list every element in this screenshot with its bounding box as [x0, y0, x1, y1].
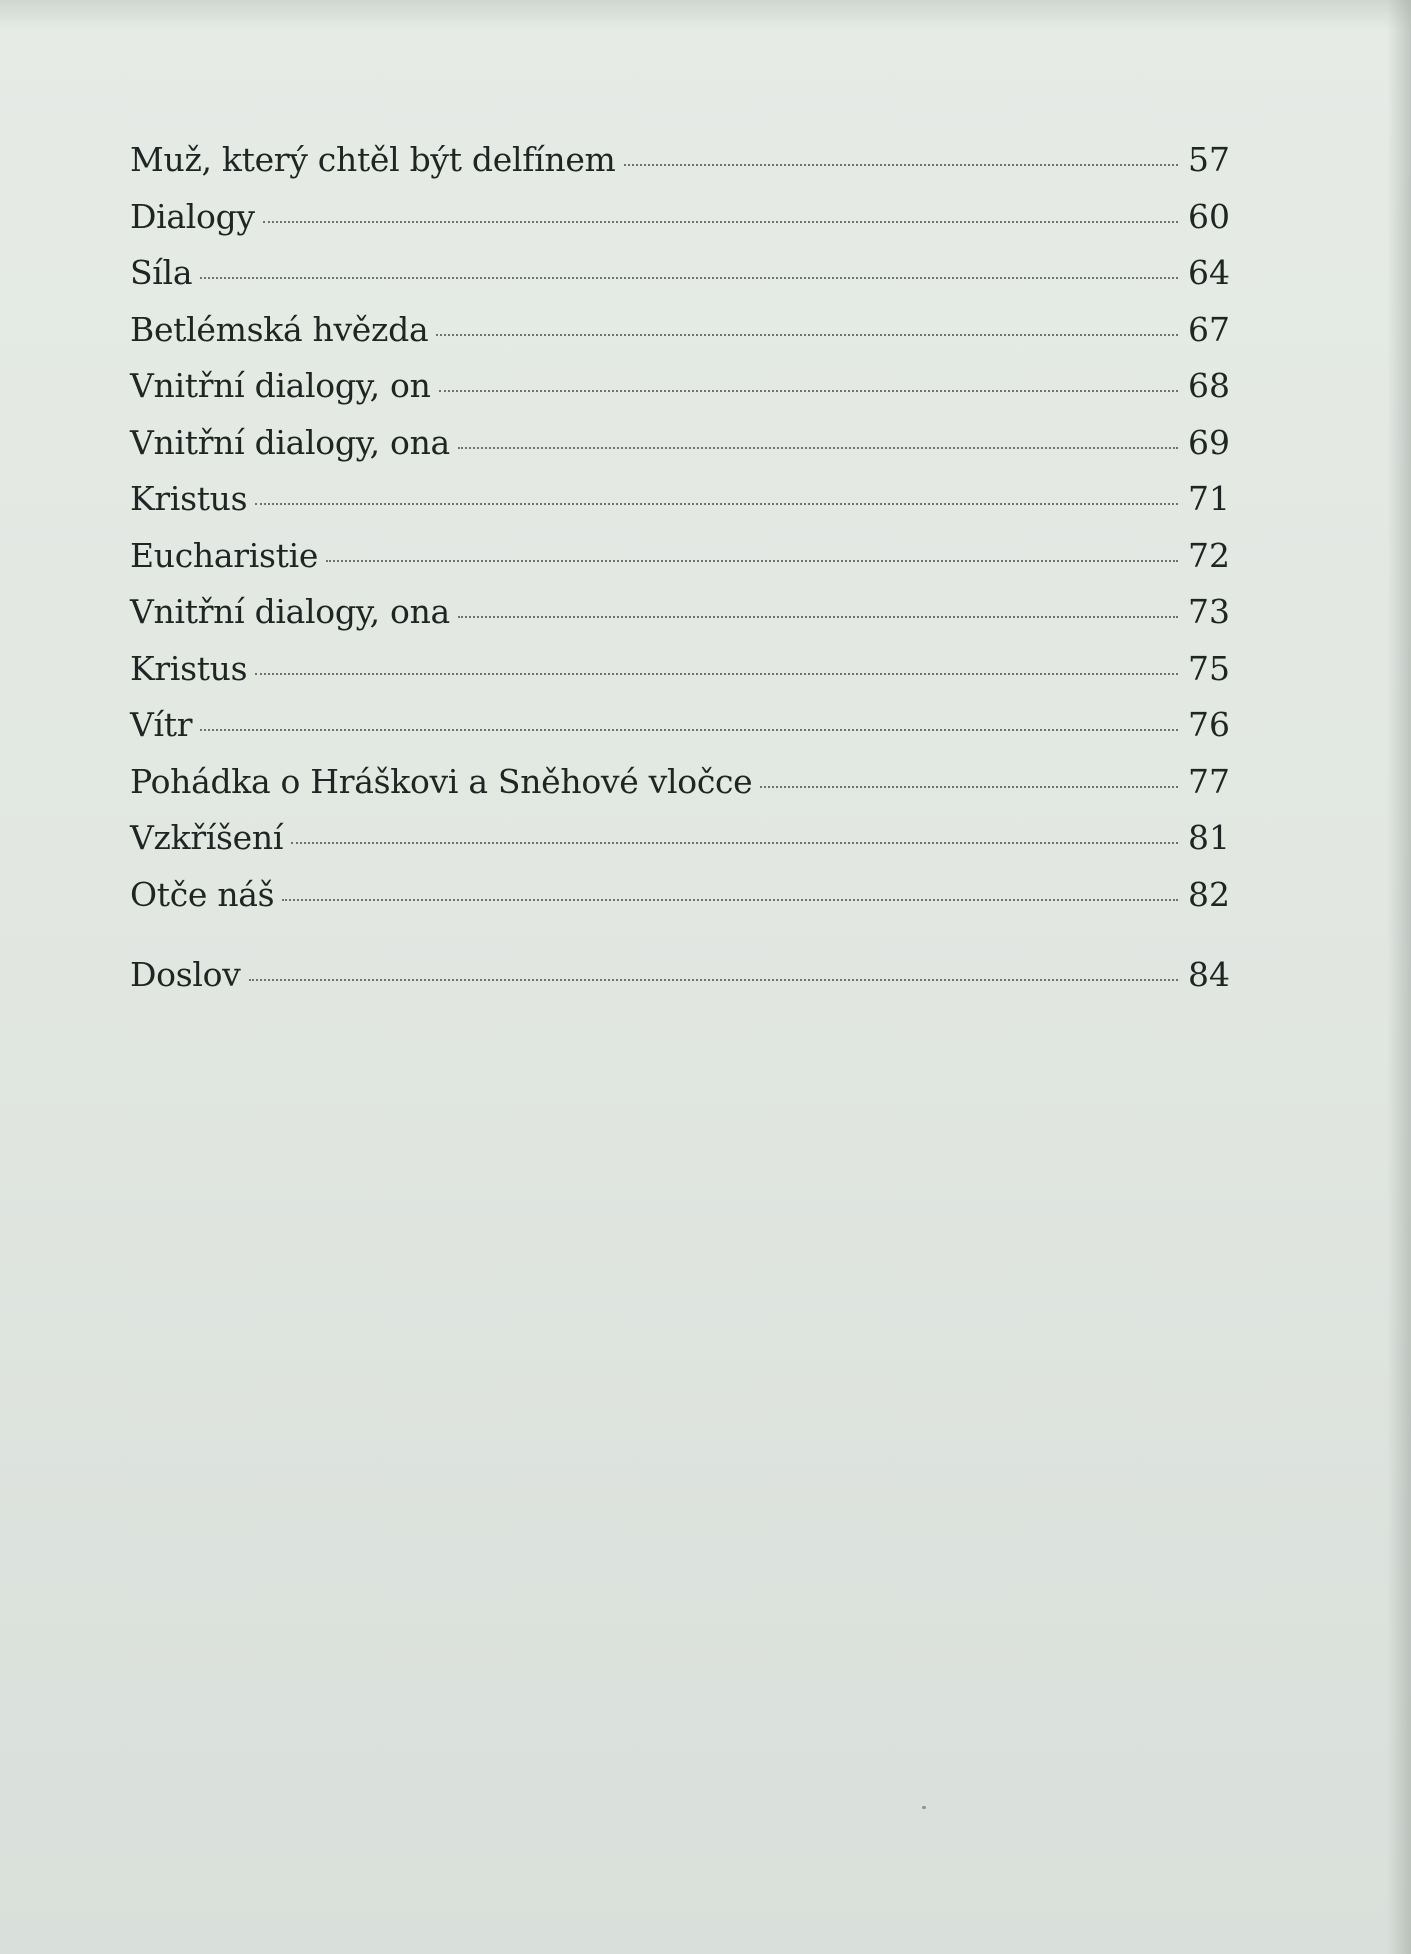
- toc-entry-title: Síla: [130, 253, 193, 292]
- toc-entry-page: 72: [1188, 535, 1230, 575]
- toc-entry-title: Betlémská hvězda: [130, 309, 429, 349]
- dot-leader: [436, 334, 1178, 336]
- toc-entry-page: 64: [1188, 253, 1230, 292]
- toc-entry-title: Vnitřní dialogy, ona: [130, 592, 450, 631]
- dot-leader: [249, 979, 1178, 981]
- dot-leader: [760, 786, 1178, 788]
- dot-leader: [200, 729, 1178, 731]
- dot-leader: [282, 899, 1178, 901]
- dot-leader: [458, 616, 1178, 618]
- toc-entry-page: 84: [1188, 955, 1230, 994]
- toc-entry-page: 60: [1188, 196, 1230, 236]
- dot-leader: [458, 447, 1178, 449]
- dot-leader: [255, 503, 1178, 505]
- toc-entry-page: 76: [1188, 705, 1230, 744]
- table-of-contents: [130, 140, 1230, 1012]
- toc-entry-title: Vzkříšení: [130, 818, 284, 857]
- toc-entry-title: Dialogy: [130, 196, 255, 236]
- toc-entry: [130, 366, 1230, 423]
- toc-entry-title: Pohádka o Hráškovi a Sněhové vločce: [130, 761, 753, 801]
- toc-entry-title: Vnitřní dialogy, on: [130, 366, 431, 405]
- toc-entry-afterword: [130, 955, 1230, 1012]
- toc-entry: [130, 423, 1230, 480]
- toc-entry: [130, 762, 1230, 819]
- toc-entry: [130, 536, 1230, 593]
- toc-entry: [130, 479, 1230, 536]
- dot-leader: [263, 221, 1178, 223]
- dot-leader: [439, 390, 1178, 392]
- toc-entry-page: 75: [1188, 648, 1230, 688]
- toc-entry: [130, 197, 1230, 254]
- toc-entry: [130, 649, 1230, 706]
- toc-entry: [130, 705, 1230, 762]
- toc-entry-title: Muž, který chtěl být delfínem: [130, 140, 616, 179]
- page-edge-shadow: [1387, 0, 1411, 1954]
- toc-entry: [130, 140, 1230, 197]
- toc-entry: [130, 875, 1230, 932]
- toc-entry-title: Vítr: [130, 705, 193, 744]
- toc-entry: [130, 253, 1230, 310]
- paper-speck: [922, 1806, 926, 1809]
- dot-leader: [624, 164, 1178, 166]
- toc-entry-page: 69: [1188, 422, 1230, 462]
- toc-entry-page: 81: [1188, 818, 1230, 857]
- toc-entry-page: 73: [1188, 592, 1230, 631]
- toc-entry-title: Kristus: [130, 648, 248, 688]
- toc-entry: [130, 818, 1230, 875]
- dot-leader: [291, 842, 1178, 844]
- toc-entry-page: 67: [1188, 309, 1230, 349]
- page-top-shadow: [0, 0, 1411, 30]
- toc-entry-page: 57: [1188, 140, 1230, 179]
- toc-entry-title: Doslov: [130, 955, 241, 994]
- toc-entry-title: Vnitřní dialogy, ona: [130, 422, 450, 462]
- toc-entry: [130, 592, 1230, 649]
- toc-entry-page: 71: [1188, 479, 1230, 518]
- toc-entry-title: Otče náš: [130, 874, 275, 914]
- toc-entry: [130, 310, 1230, 367]
- dot-leader: [255, 673, 1178, 675]
- toc-entry-page: 77: [1188, 761, 1230, 801]
- toc-entry-title: Kristus: [130, 479, 248, 518]
- dot-leader: [326, 560, 1178, 562]
- toc-entry-page: 82: [1188, 874, 1230, 914]
- toc-entry-page: 68: [1188, 366, 1230, 405]
- toc-entry-title: Eucharistie: [130, 535, 319, 575]
- dot-leader: [200, 277, 1178, 279]
